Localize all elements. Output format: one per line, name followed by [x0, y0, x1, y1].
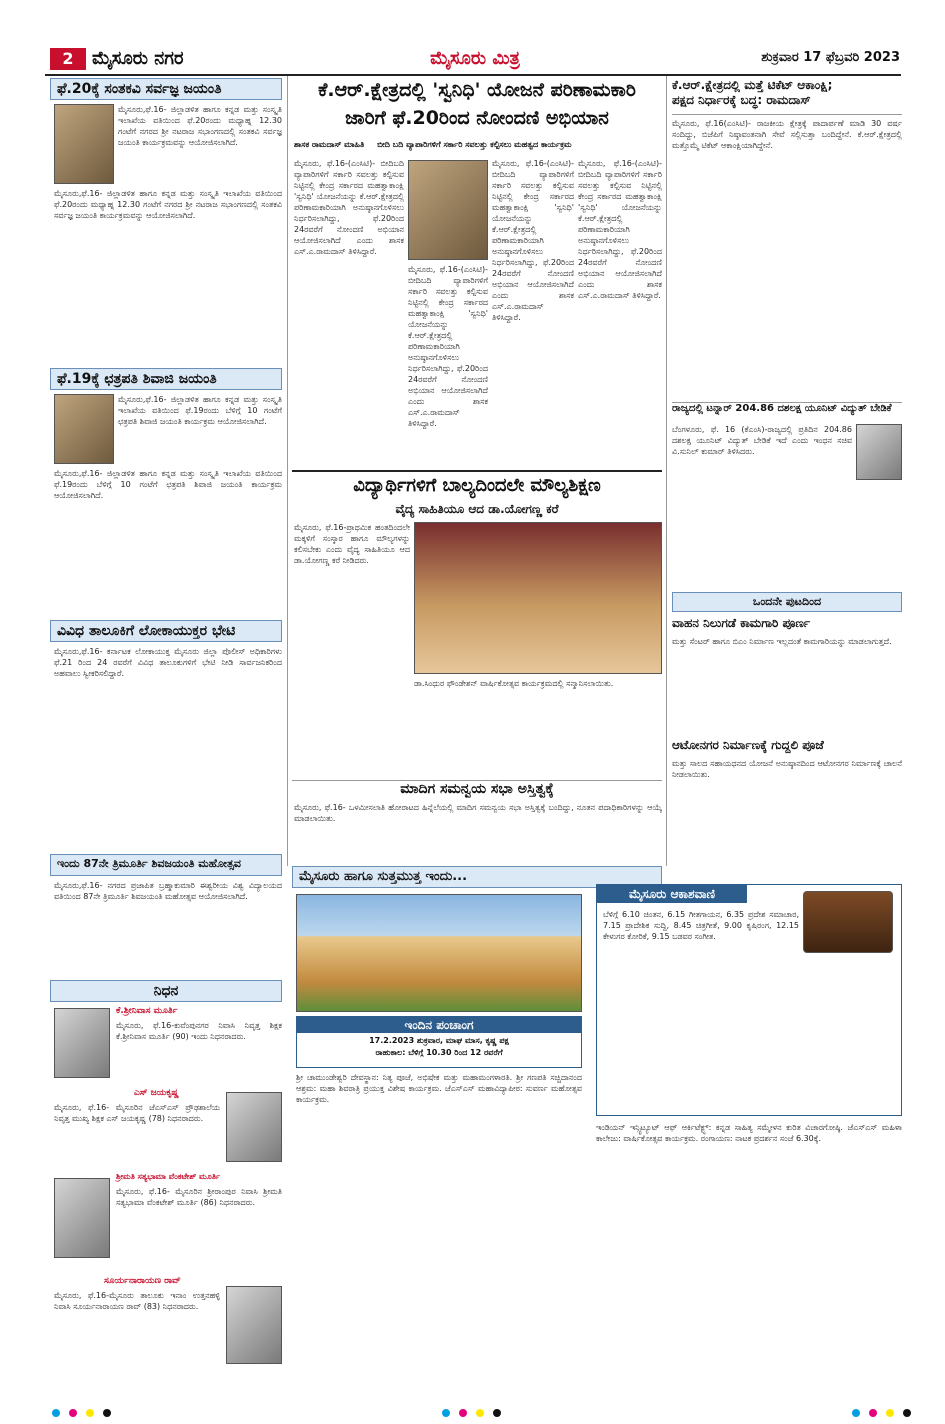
story-shivajayanti-title: ಇಂದು 87ನೇ ತ್ರಿಮೂರ್ತಿ ಶಿವಜಯಂತಿ ಮಹೋತ್ಸವ	[50, 854, 282, 876]
around-mysuru-banner: ಮೈಸೂರು ಹಾಗೂ ಸುತ್ತಮುತ್ತ ಇಂದು...	[292, 866, 662, 888]
right-story1-title-line2: ಪಕ್ಷದ ನಿರ್ಧಾರಕ್ಕೆ ಬದ್ಧ: ರಾಮದಾಸ್	[672, 93, 811, 107]
right-story1-body: ಮೈಸೂರು, ಫೆ.16(ಎಂಸಿಟಿ)- ರಾಜಕೀಯ ಕ್ಷೇತ್ರಕ್ಕೆ ಪಾದಾರ್ಪಣೆ ಮಾಡಿ 30 ವರ್ಷ ಸಂದಿದ್ದು, ಬಿಜೆಪಿಗೆ ನಿಷ್ಠಾವಂತನಾಗಿ ಸೇವೆ ಸಲ್ಲಿಸುತ್ತಾ ಬಂದಿದ್ದೇನೆ. ಕೆ.ಆರ್.ಕ್ಷೇತ್ರದಲ್ಲಿ ಮತ್ತೊಮ್ಮೆ ಟಿಕೆಟ್ ಆಕಾಂಕ್ಷಿಯಾಗಿದ್ದೇನೆ.	[672, 119, 902, 150]
obituary-text: ಮೈಸೂರು, ಫೆ.16- ಮೈಸೂರಿನ ಜೆಎಸ್‌ಎಸ್ ಪ್ರೌಢಶಾಲೆಯ ನಿವೃತ್ತ ಮುಖ್ಯ ಶಿಕ್ಷಕ ಎಸ್ ಜಯಕೃಷ್ಣ (78) ನಿಧನರಾದರು.	[54, 1103, 220, 1123]
center-body-col1: ಮೈಸೂರು, ಫೆ.16-ಪ್ರಾಥಮಿಕ ಹಂತದಿಂದಲೇ ಮಕ್ಕಳಿಗೆ ಸಂಸ್ಕಾರ ಹಾಗೂ ಮೌಲ್ಯಗಳನ್ನು ಕಲಿಸಬೇಕು ಎಂದು ವೈದ್ಯ ಸಾಹಿತಿಯೂ ಆದ ಡಾ.ಯೋಗಣ್ಣ ಕರೆ ನೀಡಿದರು.	[294, 523, 410, 565]
obituary-text: ಮೈಸೂರು, ಫೆ.16- ಮೈಸೂರಿನ ಶ್ರೀರಾಂಪುರ ನಿವಾಸಿ ಶ್ರೀಮತಿ ಸತ್ಯಭಾಮಾ ವೆಂಕಟೇಶ್ ಮೂರ್ತಿ (86) ನಿಧನರಾದರು.	[116, 1187, 282, 1207]
color-registration-marks	[50, 1402, 113, 1421]
right-story4-body: ಮತ್ತು ಸಾಲದ ಸಹಾಯಧನದ ಯೋಜನೆ ಅನುಷ್ಠಾನದಿಂದ ಆಟೋನಗರ ನಿರ್ಮಾಣಕ್ಕೆ ಚಾಲನೆ ನೀಡಲಾಯಿತು.	[672, 759, 902, 779]
obituary-photo	[54, 1008, 110, 1078]
obituary-item	[54, 1006, 282, 1084]
lead-kicker	[294, 140, 660, 154]
lead-headline-line2: ಜಾರಿಗೆ ಫೆ.20ರಿಂದ ನೋಂದಣಿ ಅಭಿಯಾನ	[345, 107, 609, 129]
story-shivajayanti-body: ಮೈಸೂರು,ಫೆ.16- ನಗರದ ಪ್ರಜಾಪಿತ ಬ್ರಹ್ಮಾಕುಮಾರಿ ಈಶ್ವರೀಯ ವಿಶ್ವ ವಿದ್ಯಾಲಯದ ವತಿಯಿಂದ 87ನೇ ತ್ರಿಮೂರ್ತಿ ಶಿವಜಯಂತಿ ಮಹೋತ್ಸವ ಆಯೋಜಿಸಲಾಗಿದೆ.	[54, 881, 282, 901]
panchanga-title: ಇಂದಿನ ಪಂಚಾಂಗ	[297, 1017, 581, 1033]
continued-bar: ಒಂದನೇ ಪುಟದಿಂದ	[672, 592, 902, 612]
lead-body-col1: ಮೈಸೂರು, ಫೆ.16-(ಎಂಸಿಟಿ)- ಬೀದಿಬದಿ ವ್ಯಾಪಾರಿಗಳಿಗೆ ಸರ್ಕಾರಿ ಸವಲತ್ತು ಕಲ್ಪಿಸುವ ನಿಟ್ಟಿನಲ್ಲಿ ಕೇಂದ್ರ ಸರ್ಕಾರದ ಮಹತ್ವಾಕಾಂಕ್ಷಿ 'ಸ್ವನಿಧಿ' ಯೋಜನೆಯನ್ನು ಕೆ.ಆರ್.ಕ್ಷೇತ್ರದಲ್ಲಿ ಪರಿಣಾಮಕಾರಿಯಾಗಿ ಅನುಷ್ಠಾನಗೊಳಿಸಲು ನಿರ್ಧರಿಸಲಾಗಿದ್ದು, ಫೆ.20ರಿಂದ 24ರವರೆಗೆ ನೋಂದಣಿ ಅಭಿಯಾನ ಆಯೋಜಿಸಲಾಗಿದೆ ಎಂದು ಶಾಸಕ ಎಸ್.ಎ.ರಾಮದಾಸ್ ತಿಳಿಸಿದ್ದಾರೆ.	[294, 159, 404, 256]
section-title: ಮೈಸೂರು ನಗರ	[92, 48, 184, 69]
page-number: 2	[62, 49, 74, 68]
award-ceremony-photo	[414, 522, 662, 674]
radio-icon	[803, 891, 893, 953]
lead-body-col3: ಮೈಸೂರು, ಫೆ.16-(ಎಂಸಿಟಿ)- ಬೀದಿಬದಿ ವ್ಯಾಪಾರಿಗಳಿಗೆ ಸರ್ಕಾರಿ ಸವಲತ್ತು ಕಲ್ಪಿಸುವ ನಿಟ್ಟಿನಲ್ಲಿ ಕೇಂದ್ರ ಸರ್ಕಾರದ ಮಹತ್ವಾಕಾಂಕ್ಷಿ 'ಸ್ವನಿಧಿ' ಯೋಜನೆಯನ್ನು ಕೆ.ಆರ್.ಕ್ಷೇತ್ರದಲ್ಲಿ ಪರಿಣಾಮಕಾರಿಯಾಗಿ ಅನುಷ್ಠಾನಗೊಳಿಸಲು ನಿರ್ಧರಿಸಲಾಗಿದ್ದು, ಫೆ.20ರಿಂದ 24ರವರೆಗೆ ನೋಂದಣಿ ಅಭಿಯಾನ ಆಯೋಜಿಸಲಾಗಿದೆ ಎಂದು ಶಾಸಕ ಎಸ್.ಎ.ರಾಮದಾಸ್ ತಿಳಿಸಿದ್ದಾರೆ.	[492, 159, 574, 322]
story-shivaji-lead: ಮೈಸೂರು,ಫೆ.16- ಜಿಲ್ಲಾಡಳಿತ ಹಾಗೂ ಕನ್ನಡ ಮತ್ತು ಸಂಸ್ಕೃತಿ ಇಲಾಖೆಯ ವತಿಯಿಂದ ಫೆ.19ರಂದು ಬೆಳಿಗ್ಗೆ 10 ಗಂಟೆಗೆ ಛತ್ರಪತಿ ಶಿವಾಜಿ ಜಯಂತಿ ಕಾರ್ಯಕ್ರಮ ಆಯೋಜಿಸಲಾಗಿದೆ.	[118, 395, 282, 426]
story-lokayukta-title: ವಿವಿಧ ತಾಲೂಕಿಗೆ ಲೋಕಾಯುಕ್ತರ ಭೇಟಿ	[50, 620, 282, 642]
radio-title: ಮೈಸೂರು ಆಕಾಶವಾಣಿ	[597, 885, 747, 903]
lead-body-col4: ಮೈಸೂರು, ಫೆ.16-(ಎಂಸಿಟಿ)- ಬೀದಿಬದಿ ವ್ಯಾಪಾರಿಗಳಿಗೆ ಸರ್ಕಾರಿ ಸವಲತ್ತು ಕಲ್ಪಿಸುವ ನಿಟ್ಟಿನಲ್ಲಿ ಕೇಂದ್ರ ಸರ್ಕಾರದ ಮಹತ್ವಾಕಾಂಕ್ಷಿ 'ಸ್ವನಿಧಿ' ಯೋಜನೆಯನ್ನು ಕೆ.ಆರ್.ಕ್ಷೇತ್ರದಲ್ಲಿ ಪರಿಣಾಮಕಾರಿಯಾಗಿ ಅನುಷ್ಠಾನಗೊಳಿಸಲು ನಿರ್ಧರಿಸಲಾಗಿದ್ದು, ಫೆ.20ರಿಂದ 24ರವರೆಗೆ ನೋಂದಣಿ ಅಭಿಯಾನ ಆಯೋಜಿಸಲಾಗಿದೆ ಎಂದು ಶಾಸಕ ಎಸ್.ಎ.ರಾಮದಾಸ್ ತಿಳಿಸಿದ್ದಾರೆ.	[578, 159, 662, 300]
center-subhead: ವೈದ್ಯ ಸಾಹಿತಿಯೂ ಆದ ಡಾ.ಯೋಗಣ್ಣ ಕರೆ	[395, 502, 559, 516]
color-registration-marks	[850, 1402, 913, 1421]
small-story-body: ಮೈಸೂರು, ಫೆ.16- ಒಳಮೀಸಲಾತಿ ಹೋರಾಟದ ಹಿನ್ನೆಲೆಯಲ್ಲಿ ಮಾದಿಗ ಸಮನ್ವಯ ಸಭಾ ಅಸ್ತಿತ್ವಕ್ಕೆ ಬಂದಿದ್ದು, ನೂತನ ಪದಾಧಿಕಾರಿಗಳನ್ನು ಆಯ್ಕೆ ಮಾಡಲಾಯಿತು.	[294, 803, 662, 823]
column-divider	[287, 76, 288, 866]
story-sarvajna-body: ಮೈಸೂರು,ಫೆ.16- ಜಿಲ್ಲಾಡಳಿತ ಹಾಗೂ ಕನ್ನಡ ಮತ್ತು ಸಂಸ್ಕೃತಿ ಇಲಾಖೆಯ ವತಿಯಿಂದ ಫೆ.20ರಂದು ಮಧ್ಯಾಹ್ನ 12.30 ಗಂಟೆಗೆ ನಗರದ ಶ್ರೀ ನಟರಾಜ ಸಭಾಂಗಣದಲ್ಲಿ ಸಂತಕವಿ ಸರ್ವಜ್ಞ ಜಯಂತಿ ಕಾರ್ಯಕ್ರಮವನ್ನು ಆಯೋಜಿಸಲಾಗಿದೆ.	[54, 189, 282, 220]
center-headline: ವಿದ್ಯಾರ್ಥಿಗಳಿಗೆ ಬಾಲ್ಯದಿಂದಲೇ ಮೌಲ್ಯಶಿಕ್ಷಣ	[292, 470, 662, 502]
lead-headline	[292, 76, 662, 136]
sarvajna-portrait	[54, 104, 114, 184]
obituary-item	[54, 1276, 282, 1372]
masthead: ಮೈಸೂರು ಮಿತ್ರ	[430, 48, 520, 69]
center-caption: ಡಾ.ಸಿಂಧುರ ಫೌಂಡೇಶನ್ ವಾರ್ಷಿಕೋತ್ಸವ ಕಾರ್ಯಕ್ರಮದಲ್ಲಿ ಸನ್ಮಾನಿಸಲಾಯಿತು.	[414, 679, 614, 688]
obituary-text: ಮೈಸೂರು, ಫೆ.16-ಕುವೆಂಪುನಗರ ನಿವಾಸಿ ನಿವೃತ್ತ ಶಿಕ್ಷಕ ಕೆ.ಶ್ರೀನಿವಾಸ ಮೂರ್ತಿ (90) ಇಂದು ನಿಧನರಾದರು.	[116, 1021, 282, 1041]
events-list-right: ಇಂಡಿಯನ್ ಇನ್ಸ್ಟಿಟ್ಯೂಟ್ ಆಫ್ ಆರ್ಕಿಟೆಕ್ಟ್ಸ್: ಕನ್ನಡ ಸಾಹಿತ್ಯ ಸಮ್ಮೇಳನ ಕುರಿತ ವಿಚಾರಗೋಷ್ಠಿ. ಜೆಎಸ್ಎಸ್ ಮಹಿಳಾ ಕಾಲೇಜು: ವಾರ್ಷಿಕೋತ್ಸವ ಕಾರ್ಯಕ್ರಮ. ರಂಗಾಯಣ: ನಾಟಕ ಪ್ರದರ್ಶನ ಸಂಜೆ 6.30ಕ್ಕೆ.	[596, 1123, 902, 1143]
minister-photo	[856, 424, 902, 480]
radio-schedule: ಬೆಳಿಗ್ಗೆ 6.10 ಚಿಂತನ, 6.15 ಗೀತಗಾಯನ, 6.35 ಪ್ರದೇಶ ಸಮಾಚಾರ, 7.15 ಪ್ರಾದೇಶಿಕ ಸುದ್ದಿ, 8.45 ಚಿತ್ರಗೀತೆ, 9.00 ಕೃಷಿರಂಗ, 12.15 ಕೇಳುಗರ ಕೋರಿಕೆ, 9.15 ಬಡವರ ಸಂಗೀತ.	[603, 910, 799, 941]
story-lokayukta-body: ಮೈಸೂರು,ಫೆ.16- ಕರ್ನಾಟಕ ಲೋಕಾಯುಕ್ತ ಮೈಸೂರು ಜಿಲ್ಲಾ ಪೊಲೀಸ್ ಅಧಿಕಾರಿಗಳು ಫೆ.21 ರಿಂದ 24 ರವರೆಗೆ ವಿವಿಧ ತಾಲೂಕುಗಳಿಗೆ ಭೇಟಿ ನೀಡಿ ಸಾರ್ವಜನಿಕರಿಂದ ಅಹವಾಲು ಸ್ವೀಕರಿಸಲಿದ್ದಾರೆ.	[54, 647, 282, 678]
panchanga-rahukala: ರಾಹುಕಾಲ: ಬೆಳಿಗ್ಗೆ 10.30 ರಿಂದ 12 ರವರೆಗೆ	[375, 1048, 503, 1057]
panchanga-date: 17.2.2023 ಶುಕ್ರವಾರ, ಮಾಘ ಮಾಸ, ಕೃಷ್ಣ ಪಕ್ಷ	[369, 1036, 509, 1045]
story-sarvajna-title: ಫೆ.20ಕ್ಕೆ ಸಂತಕವಿ ಸರ್ವಜ್ಞ ಜಯಂತಿ	[50, 78, 282, 100]
shivaji-portrait	[54, 394, 114, 464]
right-story1-title-line1: ಕೆ.ಆರ್.ಕ್ಷೇತ್ರದಲ್ಲಿ ಮತ್ತೆ ಟಿಕೆಟ್ ಆಕಾಂಕ್ಷಿ;	[672, 78, 833, 92]
issue-date: ಶುಕ್ರವಾರ 17 ಫೆಬ್ರವರಿ 2023	[761, 50, 900, 65]
panchanga-box	[296, 1016, 582, 1068]
radio-box	[596, 884, 902, 1116]
small-story-headline: ಮಾದಿಗ ಸಮನ್ವಯ ಸಭಾ ಅಸ್ತಿತ್ವಕ್ಕೆ	[292, 780, 662, 801]
right-story1-title	[672, 78, 902, 115]
lead-body-col2: ಮೈಸೂರು, ಫೆ.16-(ಎಂಸಿಟಿ)- ಬೀದಿಬದಿ ವ್ಯಾಪಾರಿಗಳಿಗೆ ಸರ್ಕಾರಿ ಸವಲತ್ತು ಕಲ್ಪಿಸುವ ನಿಟ್ಟಿನಲ್ಲಿ ಕೇಂದ್ರ ಸರ್ಕಾರದ ಮಹತ್ವಾಕಾಂಕ್ಷಿ 'ಸ್ವನಿಧಿ' ಯೋಜನೆಯನ್ನು ಕೆ.ಆರ್.ಕ್ಷೇತ್ರದಲ್ಲಿ ಪರಿಣಾಮಕಾರಿಯಾಗಿ ಅನುಷ್ಠಾನಗೊಳಿಸಲು ನಿರ್ಧರಿಸಲಾಗಿದ್ದು, ಫೆ.20ರಿಂದ 24ರವರೆಗೆ ನೋಂದಣಿ ಅಭಿಯಾನ ಆಯೋಜಿಸಲಾಗಿದೆ ಎಂದು ಶಾಸಕ ಎಸ್.ಎ.ರಾಮದಾಸ್ ತಿಳಿಸಿದ್ದಾರೆ.	[408, 265, 488, 428]
right-story4-title: ಆಟೋನಗರ ನಿರ್ಮಾಣಕ್ಕೆ ಗುದ್ದಲಿ ಪೂಜೆ	[672, 738, 824, 752]
right-story3-title: ವಾಹನ ನಿಲುಗಡೆ ಕಾಮಗಾರಿ ಪೂರ್ಣ	[672, 616, 811, 630]
obituary-photo	[54, 1178, 110, 1258]
right-story2-body: ಬೆಂಗಳೂರು, ಫೆ. 16 (ಕೆಎಂಸಿ)-ರಾಜ್ಯದಲ್ಲಿ ಪ್ರತಿದಿನ 204.86 ದಶಲಕ್ಷ ಯೂನಿಟ್ ವಿದ್ಯುತ್ ಬೇಡಿಕೆ ಇದೆ ಎಂದು ಇಂಧನ ಸಚಿವ ವಿ.ಸುನಿಲ್ ಕುಮಾರ್ ತಿಳಿಸಿದರು.	[672, 425, 852, 456]
events-list-left: ಶ್ರೀ ಚಾಮುಂಡೇಶ್ವರಿ ದೇವಸ್ಥಾನ: ನಿತ್ಯ ಪೂಜೆ, ಅಭಿಷೇಕ ಮತ್ತು ಮಹಾಮಂಗಳಾರತಿ. ಶ್ರೀ ಗಣಪತಿ ಸಚ್ಚಿದಾನಂದ ಆಶ್ರಮ: ಮಹಾ ಶಿವರಾತ್ರಿ ಪ್ರಯುಕ್ತ ವಿಶೇಷ ಕಾರ್ಯಕ್ರಮ. ಜೆಎಸ್ಎಸ್ ಮಹಾವಿದ್ಯಾಪೀಠ: ಸುವರ್ಣ ಮಹೋತ್ಸವ ಕಾರ್ಯಕ್ರಮ.	[296, 1073, 582, 1104]
obituary-item	[54, 1088, 282, 1168]
page-number-badge	[50, 48, 86, 70]
obituary-title: ನಿಧನ	[50, 980, 282, 1002]
obituary-photo	[226, 1092, 282, 1162]
obituary-text: ಮೈಸೂರು, ಫೆ.16-ಮೈಸೂರು ತಾಲೂಕು ಇನಾಂ ಉತ್ತನಹಳ್ಳಿ ನಿವಾಸಿ ಸೂರ್ಯನಾರಾಯಣ ರಾವ್ (83) ನಿಧನರಾದರು.	[54, 1291, 220, 1311]
obituary-photo	[226, 1286, 282, 1364]
story-shivaji-body: ಮೈಸೂರು,ಫೆ.16- ಜಿಲ್ಲಾಡಳಿತ ಹಾಗೂ ಕನ್ನಡ ಮತ್ತು ಸಂಸ್ಕೃತಿ ಇಲಾಖೆಯ ವತಿಯಿಂದ ಫೆ.19ರಂದು ಬೆಳಿಗ್ಗೆ 10 ಗಂಟೆಗೆ ಛತ್ರಪತಿ ಶಿವಾಜಿ ಜಯಂತಿ ಕಾರ್ಯಕ್ರಮ ಆಯೋಜಿಸಲಾಗಿದೆ.	[54, 469, 282, 500]
obituary-name: ಸೂರ್ಯನಾರಾಯಣ ರಾವ್	[104, 1276, 181, 1286]
ramadas-photo	[408, 160, 488, 260]
obituary-name: ಶ್ರೀಮತಿ ಸತ್ಯಭಾಮಾ ವೆಂಕಟೇಶ್ ಮೂರ್ತಿ	[116, 1172, 221, 1181]
color-registration-marks	[440, 1402, 503, 1421]
right-story3-body: ಮತ್ತು ಸೆಂಟರ್ ಹಾಗೂ ಬಿಎಂ ನಿರ್ಮಾಣ ಇಲ್ಲದಂತೆ ಕಾಮಗಾರಿಯನ್ನು ಮಾಡಲಾಗುತ್ತದೆ.	[672, 637, 892, 646]
obituary-item	[54, 1172, 282, 1268]
right-story2-title: ರಾಜ್ಯದಲ್ಲಿ ಟನ್ನಾರ್ 204.86 ದಶಲಕ್ಷ ಯೂನಿಟ್ ವಿದ್ಯುತ್ ಬೇಡಿಕೆ	[672, 402, 902, 421]
column-divider	[666, 76, 667, 866]
lead-kicker-left: ಶಾಸಕ ರಾಮದಾಸ್ ಮಾಹಿತಿ	[294, 140, 365, 149]
lead-kicker-right: ಬೀದಿ ಬದಿ ವ್ಯಾಪಾರಿಗಳಿಗೆ ಸರ್ಕಾರಿ ಸವಲತ್ತು ಕಲ್ಪಿಸಲು ಮಹತ್ವದ ಕಾರ್ಯಕ್ರಮ	[377, 140, 572, 149]
obituary-name: ಕೆ.ಶ್ರೀನಿವಾಸ ಮೂರ್ತಿ	[116, 1006, 178, 1016]
story-sarvajna-lead: ಮೈಸೂರು,ಫೆ.16- ಜಿಲ್ಲಾಡಳಿತ ಹಾಗೂ ಕನ್ನಡ ಮತ್ತು ಸಂಸ್ಕೃತಿ ಇಲಾಖೆಯ ವತಿಯಿಂದ ಫೆ.20ರಂದು ಮಧ್ಯಾಹ್ನ 12.30 ಗಂಟೆಗೆ ನಗರದ ಶ್ರೀ ನಟರಾಜ ಸಭಾಂಗಣದಲ್ಲಿ ಸಂತಕವಿ ಸರ್ವಜ್ಞ ಜಯಂತಿ ಕಾರ್ಯಕ್ರಮವನ್ನು ಆಯೋಜಿಸಲಾಗಿದೆ.	[118, 105, 282, 147]
mysore-palace-photo	[296, 894, 582, 1012]
lead-headline-line1: ಕೆ.ಆರ್.ಕ್ಷೇತ್ರದಲ್ಲಿ 'ಸ್ವನಿಧಿ' ಯೋಜನೆ ಪರಿಣಾಮಕಾರಿ	[318, 79, 636, 101]
story-shivaji-title: ಫೆ.19ಕ್ಕೆ ಛತ್ರಪತಿ ಶಿವಾಜಿ ಜಯಂತಿ	[50, 368, 282, 390]
obituary-name: ಎಸ್ ಜಯಕೃಷ್ಣ	[134, 1088, 179, 1098]
